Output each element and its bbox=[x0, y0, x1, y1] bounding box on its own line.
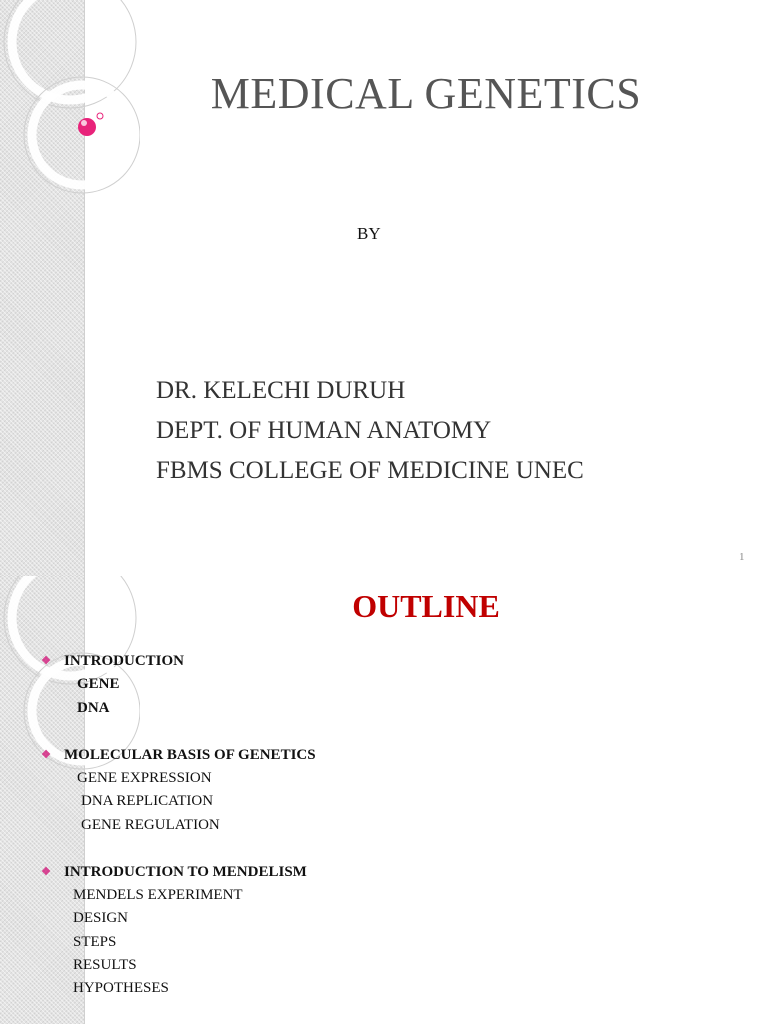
section-heading-text: MOLECULAR BASIS OF GENETICS bbox=[64, 746, 316, 763]
outline-item bbox=[40, 931, 640, 954]
outline-list bbox=[40, 650, 640, 1001]
outline-item-text: GENE bbox=[77, 676, 120, 693]
outline-item bbox=[40, 697, 640, 720]
outline-item-text: GENE REGULATION bbox=[81, 816, 220, 833]
diamond-bullet-icon: ❖ bbox=[41, 865, 51, 878]
outline-item-text: MENDELS EXPERIMENT bbox=[73, 886, 243, 903]
outline-item bbox=[40, 814, 640, 837]
outline-item bbox=[40, 790, 640, 813]
outline-item-text: RESULTS bbox=[73, 957, 137, 974]
author-institution: FBMS COLLEGE OF MEDICINE UNEC bbox=[156, 457, 584, 484]
page-number: 1 bbox=[739, 551, 745, 563]
section-heading-text: INTRODUCTION TO MENDELISM bbox=[64, 863, 307, 880]
outline-item-text: HYPOTHESES bbox=[73, 980, 169, 997]
outline-item bbox=[40, 907, 640, 930]
outline-spacer bbox=[40, 720, 640, 743]
outline-item bbox=[40, 954, 640, 977]
slide-title: MEDICAL GENETICS bbox=[210, 69, 642, 118]
outline-item bbox=[40, 977, 640, 1000]
section-heading-text: INTRODUCTION bbox=[64, 653, 185, 669]
outline-section-heading bbox=[40, 650, 640, 673]
author-block bbox=[156, 371, 584, 491]
diamond-bullet-icon: ❖ bbox=[41, 748, 51, 761]
outline-item-text: GENE EXPRESSION bbox=[77, 769, 212, 786]
outline-item-text: DNA REPLICATION bbox=[81, 793, 214, 810]
outline-spacer bbox=[40, 837, 640, 860]
outline-item-text: STEPS bbox=[73, 933, 117, 950]
outline-section-heading bbox=[40, 744, 640, 767]
by-label: BY bbox=[357, 224, 381, 243]
diamond-bullet-icon: ❖ bbox=[41, 655, 51, 667]
outline-item-text: DESIGN bbox=[73, 910, 128, 927]
outline-section-heading bbox=[40, 861, 640, 884]
pink-dot-icon bbox=[78, 118, 96, 136]
author-department: DEPT. OF HUMAN ANATOMY bbox=[156, 417, 492, 444]
outline-item-text: DNA bbox=[77, 699, 110, 716]
outline-slide bbox=[0, 576, 768, 1024]
outline-title: OUTLINE bbox=[352, 588, 500, 624]
author-name: DR. KELECHI DURUH bbox=[156, 377, 406, 404]
outline-item bbox=[40, 884, 640, 907]
outline-item bbox=[40, 767, 640, 790]
outline-item bbox=[40, 673, 640, 696]
